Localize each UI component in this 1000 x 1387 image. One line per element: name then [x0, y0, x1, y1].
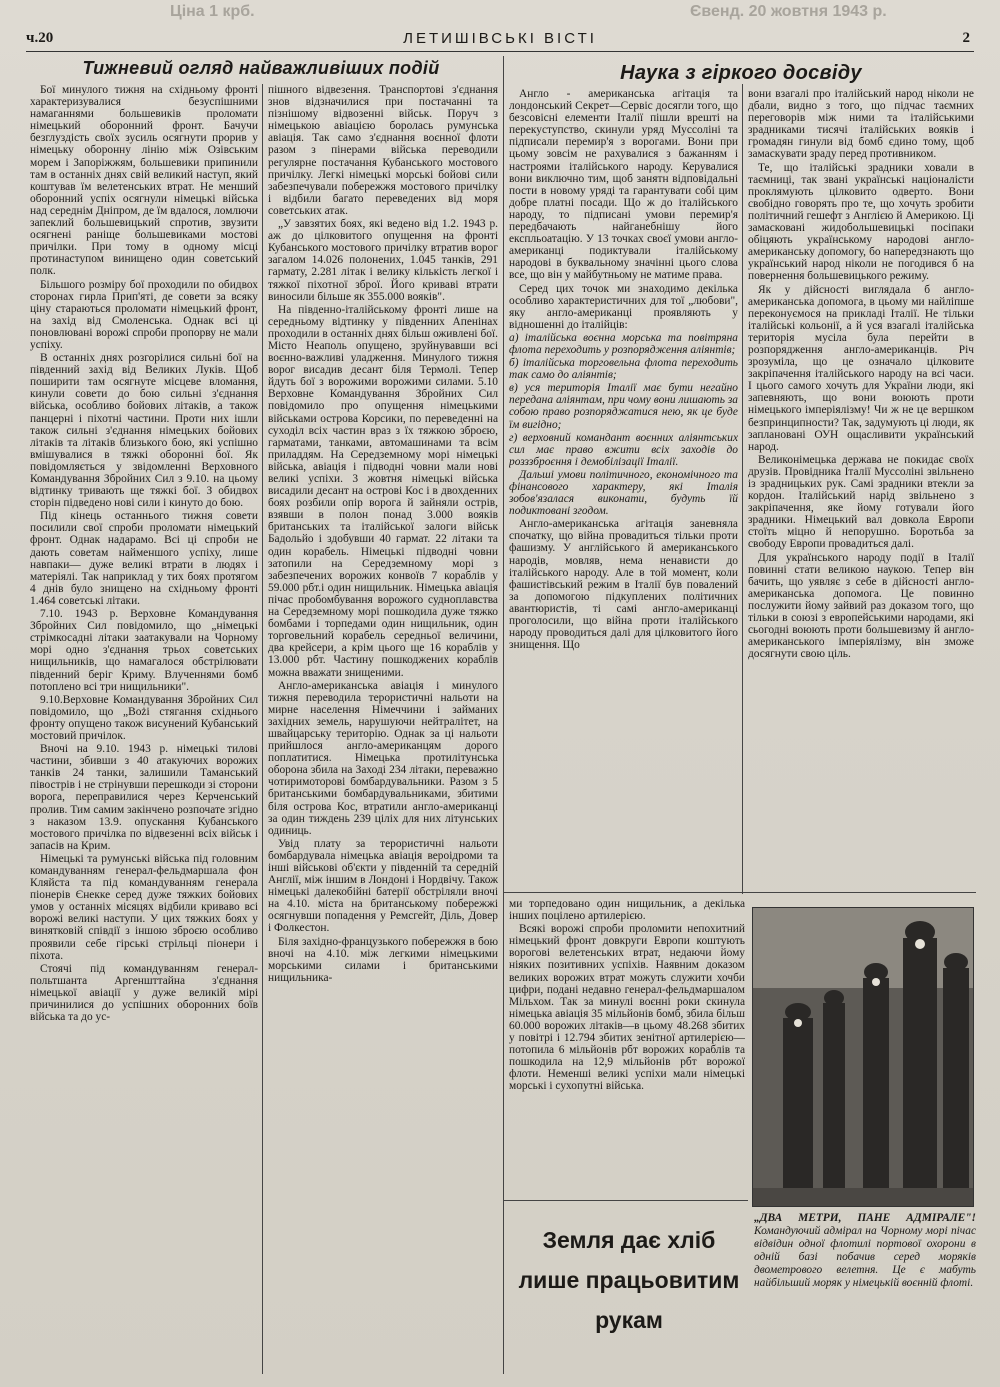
sailors-photo-illustration — [753, 908, 974, 1207]
slogan-top-rule — [504, 1200, 748, 1201]
article2-paragraph: Великонімецька держава не покидає своїх друзів. Провідника Італії Муссоліні звільнено із зрадницьких рук. Самі зрадники втекли за кордон. Італійський нарід звільнено з закріпачення, яке йому готували його зрадники. Німецький вал довкола Европи стоїть міцно й непорушно. Боротьба за свободу Европи провадиться далі. — [748, 453, 974, 551]
article1-paragraph: Під кінець останнього тижня совети посилили свої спроби проломати німецький фронт. Однак надарамо. Всі ці спроби не дають советам найменшого успіху, лише навпаки— дуже великі втрати в людях і матеріялі. Так наприклад у тих боях протягом 4 днів було знищено на східньому фронті 1.464 советські літаки. — [30, 510, 258, 607]
article2-paragraph: Для українського народу події в Італії повинні стати великою наукою. Тепер він бачить, що уявляє з себе в дійсності англо-американська допомога. Це повинно послужити йому зайвий раз доказом того, що тільки в союзі з европейськими народами, які сьогодні воюють проти большевизму й англо-американського імперіялізму, він зможе досягнути свою ціль. — [748, 551, 974, 661]
article1-paragraph: Всякі ворожі спроби проломити непохитний німецький фронт довкруги Европи коштують ворогові велетенських втрат, недаючи йому ніяких позитивних успіхів. Наявним доказом великих ворожих втрат можуть служити хочби цифри, подані недавно генерал-фельдмаршалом Мільхом. Так за минулі воєнні роки скинула німецька авіація 35 мільйонів бомб, збила більш 60.000 ворожих літаків—в цьому 48.268 збитих у повітрі і 12.794 збитих зенітної артилерією—потопила 6 мільйонів рбт ворожих кораблів та пошкодила на 12,9 мільйонів рбт ворожої флоти. Неменші великі успіхи мали німецькі морські і сухопутні війська. — [509, 923, 745, 1093]
article1-paragraph: Бої минулого тижня на східньому фронті характеризувалися безуспішними намаганнями большевиків проломати німецький оборонний фронт. Бачучи безглуздість своїх зусиль осягнути прорив у німецьку оборонну лінію між Озівським морем і Запоріжжям, большевики припинили там в останніх днях свій великий наступ, який коштував їм велетенських втрат. Не менший оборонний успіх осягнули німецькі війська над середнім Дніпром, де їм вдалося, ломлючи запеклий большевицький спротив, звузити осягнені раніще большевиками мостові причілки. При тому в одному місці протинаступом винищено один советський полк. — [30, 84, 258, 278]
article2-paragraph: Англо-американська агітація заневняла спочатку, що війна провадиться тільки проти фашизму. У англійського й американського народів, мовляв, нема ненависти до італійського народу. Але в той момент, коли фашистівський режим в Італії був повалений за допомогою підкуплених політичних авантюристів, ті самі англо-американці проголосили, що війна проти італійського народу проводиться далі для цілковитого його знищення. Що — [509, 518, 738, 652]
column-divider-2 — [503, 56, 504, 1374]
article1-paragraph: Увід плату за терористичні нальоти бомбардувала німецька авіація вероідроми та інші військові об'єкти у південній та середній Англії, між іншим в Лондоні і Нордвічу. Також німецькі далекобійні батерії обстріляли вночі на 4.10. міста на британському побережжі осягнувши попадення у Ремсгейт, Діль, Довер і Фолкестон. — [268, 837, 498, 935]
slogan-line: Земля дає хліб — [542, 1227, 716, 1253]
page-number: 2 — [962, 30, 970, 46]
article2-bottom-rule — [504, 892, 976, 893]
masthead — [26, 26, 974, 52]
article1-paragraph: На південно-італійському фронті лише на середньому відтинку у південних Апенінах проходили в останніх днях більш оживлені бої. Місто Неаполь опущено, зруйнувавши всі воєнно-важливі уладження. Минулого тижня ворог висадив десант біля Термолі. Тепер йдуть бої з ворожими ворожими силами. 5.10 Верховне Командування Збройних Сил повідомило про опущення німецькими військами острова Корсики, по переведенні на суходіл всіх частин враз з їх тяжкою зброєю, гарматами, танками, автомашинами та всім приладдям. На Середземному морі німецькі війська, авіація і підводні човни мали нові великі успіхи. 3 жовтня німецькі війська висадили десант на острові Кос і в двохденних боях розбили опір ворога й зайняли острів, взявши в полон понад 3.000 вояків британських та італійської залоги військ Бадольйо і здобувши 40 гармат. 22 літаки та один корабель. Німецькі підводні човни затопили на Середземному морі з забезпечених ворожих конвоїв 7 кораблів у 59.000 рбт.і один нищильник. Німецька авіація пічас пробомбування ворожого судноплавства на Середземному морі пошкодила дуже тяжко бомбами і торпедами один нищильник, один торговельний корабель середньої величини, два крейсери, а крім цього ще 16 кораблів у 13.000 рбт. Частину пошкоджених кораблів можна вважати знищеними. — [268, 303, 498, 679]
article1-paragraph: Англо-американська авіація і минулого тижня переводила терористичні нальоти на мирне населення Німеччини і займаних західних земель, нарушуючи нейтралітет, на швайцарську територію. Однак за ці нальоти прийшлося англо-американцям дорого поплатитися. Німецька протилітунська оборона збила на Заході 234 літаки, переважно чотиримоторові бомбардувальники. Разом з 5 британськими бомбардувальниками, збитими біля острова Кос, втратили англо-американці за один тиждень 239 ціліх для них літунських одиниць. — [268, 679, 498, 837]
article1-paragraph: 9.10.Верховне Командування Збройних Сил повідомило, що „Вożі стягання східнього фронту опущено також висунений Кубанський мостовий причілок. — [30, 693, 258, 742]
slogan — [508, 1220, 750, 1340]
article2-point: а) італійська воєнна морська та повітряна флота переходить у розпорядження аліянтів; — [509, 331, 738, 356]
article1-paragraph: В останніх днях розгорілися сильні бої на південний захід від Великих Луків. Щоб поширити там осягнуте місцеве вломання, кинули совети до бою сильні з'єднання війська, особливо бойових літаків, а також панцерні і піхотні частини. Проти них ішли також сильні з'єднання німецьких бойових літаків та літаків близького бою, які успішно вмішувалися в тяжкі оборонні бої. Як повідомляється у звідомленні Верховного Командування Збройних Сил з 9.10. на цьому відтинку тривають ще тяжкі бої. З обидвох сторін підведено нові сили і кинуто до бою. — [30, 352, 258, 510]
article2-paragraph: вони взагалі про італійський народ ніколи не дбали, видно з того, що підчас таємних переговорів між ними та італійськими зрадниками тисячі італійських вояків і громадян гинули від бомб єдино тому, щоб замаскувати зраду перед противником. — [748, 88, 974, 161]
article2-column-1 — [509, 88, 738, 890]
article2-column-2 — [748, 88, 974, 890]
caption-title: „ДВА МЕТРИ, ПАНЕ АДМІРАЛЕ"! — [754, 1212, 976, 1224]
article1-column-2 — [268, 84, 498, 1374]
issue-number: ч.20 — [26, 30, 54, 46]
article2-point: в) уся територія Італії має бути негайно передана аліянтам, при чому вони лишають за собою право розпоряджатися нею, як це буде їм вигідно; — [509, 382, 738, 431]
column-divider-3 — [742, 84, 743, 894]
article2-paragraph: Те, що італійські зрадники ховали в таємниці, так звані українські націоналісти проклямують цілковито одверто. Вони свобідно говорять про те, що хочуть зробити політичний гешефт з Англією й Америкою. Ці замасковані жидобольшевицькі посіпаки обіцяють українському народові англо-американську допомогу, бо напередзнають що український народ ніколи не погодився б на повернення большевицького режиму. — [748, 161, 974, 283]
photo-caption — [754, 1212, 976, 1290]
article1-paragraph: Німецькі та румунські війська під головним командуванням генерал-фельдмаршала фон Кляйста та під командуванням генерала піонерів Єнекке серед дуже тяжких бойових умов у останніх місяцях відбили криваво всі ворожі великі наступи. У цих тяжких боях у винятковій співдії з іншою зброєю особливо проявили себе гірські стрільці піонери і піхота. — [30, 852, 258, 962]
slogan-line: лише працьовитим — [518, 1267, 740, 1293]
article2-paragraph: Серед цих точок ми знаходимо декілька особливо характеристичних для тої „любови", яку англо-американці проявляють у відношенні до італійців: — [509, 282, 738, 331]
article2-point: б) італійська торговельна флота переходить так само до аліянтів; — [509, 357, 738, 382]
article1-paragraph: „У завзятих боях, які ведено від 1.2. 1943 р. аж до цілковитого опущення на фронті Кубанського мостового причілку втратив ворог загалом 14.026 полонених, 1.045 танків, 291 гармату, 2.281 літак і велику кількість легкої і тяжкої піхотної зброї. Його криваві втрати виносили більше як 355.000 вояків". — [268, 218, 498, 303]
caption-text: Командуючий адмірал на Чорному морі пічас відвідин одної флотилі портової охорони в одній базі побачив серед моряків двометрового велетня. Це є мабуть найбільший моряк у німецькій воєнній флоті. — [754, 1225, 976, 1289]
article2-paragraph: Дальші умови політичного, економічного та фінансового характеру, які Італія зобов'язалася виконати, будуть їй подиктовані згодом. — [509, 468, 738, 518]
article1-paragraph: пішного відвезення. Транспортові з'єднання знов відзначилися при постачанні та пізнішому відвозенні військ. Поруч з німецькою авіацією боролась румунська авіація. Так само з'єднання воєнної флоти разом з пінерами війська переводили регулярне постачання Кубанського мостового причілку. Легкі німецькі морські бойові сили забезпечували побережжя мостового причілку і відбили багато переведених від моря советських атак. — [268, 84, 498, 217]
article2-paragraph: Англо - американська агітація та лондонський Секрет—Сервіс досягли того, що безсовісні елементи Італії пішли врешті на перекуступство, скинули уряд Муссоліні та підписали перемир'я з ворогами. Вони при цьому зовсім не рахувалися з бажанням і настроями італійського народу. Керувалися вони виключно тим, щоб занятн відповідальні пости в новому уряді та гарантувати собі цим добре платні посади. Що ж до італійського народу, то підписані умови перемир'я передбачають найганебнішу його експльоатацію. У 13 точках своєї умови англо-американці подиктували італійському народові в буквальному значінні цього слова все, що він у майбутньому не матиме права. — [509, 88, 738, 282]
article2-paragraph: Як у дійсності виглядала б англо-американська допомога, в цьому ми найліпше переконуємося на прикладі Італії. Не тільки італійські кольонії, а й уся взагалі італійська територія мусіла була перейти в розпорядження англо-американців. Річ зрозуміла, що це означало цілковите закріпачення італійського народу на всі часи. І цього самого хочуть для України люди, які запевняють, що вони воюють проти німецького імперіялізму! Чи ж не це вершком безпринципности? Так, задумують ці люди, як заплановані ОУН ощасливити український народ. — [748, 283, 974, 453]
admiral-photo — [752, 907, 974, 1207]
article1-paragraph: Вночі на 9.10. 1943 р. німецькі тилові частини, збивши з 40 атакуючих ворожих танків 24 танки, залишили Таманський півострів і не стрінувши перешкоди зі сторони ворога, переправилися через Керченський пролив. Тим самим закінчено розпочате згідно з наказом 13.9. опускання Кубанського мостового причілка по відвезенні всіх військ і запасів на Крим. — [30, 743, 258, 852]
slogan-line: рукам — [595, 1307, 663, 1333]
newspaper-title: ЛЕТИШІВСЬКІ ВІСТІ — [403, 30, 597, 47]
article1-headline: Тижневий огляд найважливіших подій — [82, 58, 440, 78]
article1-continuation — [509, 898, 745, 1198]
column-divider-1 — [262, 84, 263, 1374]
bleed-through-price: Ціна 1 крб. — [170, 3, 255, 20]
bleed-through-date: Євенд. 20 жовтня 1943 р. — [690, 3, 887, 20]
article1-paragraph: Стоячі під командуванням генерал-польтшанта Аргеншттайна з'єднання німецької авіації у дуже великій мірі причинилися до успішних оборонних боїв війська та до ус- — [30, 962, 258, 1024]
article1-paragraph: 7.10. 1943 р. Верховне Командування Збройних Сил повідомило, що „німецькі стрімкосадні літаки заатакували на Чорному морі одно з'єднання трьох советських нищильників, що намагалося обстрілювати південний беріг Криму. Влученнями бомб потоплено всі три нищильники". — [30, 608, 258, 693]
article1-paragraph: Біля західно-французького побережжя в бою вночі на 4.10. між легкими німецькими морськими силами і британськими нищильника- — [268, 935, 498, 984]
article2-point: г) верховний командант воєнних аліянтських сил має право вжити всіх заходів до розззброєння і демобілізації Італії. — [509, 431, 738, 468]
article2-headline: Наука з гіркого досвіду — [620, 62, 862, 84]
article1-column-1 — [30, 84, 258, 1374]
article1-paragraph: Більшого розміру бої проходили по обидвох сторонах гирла Прип'яті, де совети за всяку ціну стараються проломати німецький фронт, на захід від Смоленська. Однак всі ці поновлювані ворожі спроби пропорву не мали успіху. — [30, 278, 258, 351]
article1-paragraph: ми торпедовано один нищильник, а декілька інших поцілено артилерією. — [509, 898, 745, 923]
